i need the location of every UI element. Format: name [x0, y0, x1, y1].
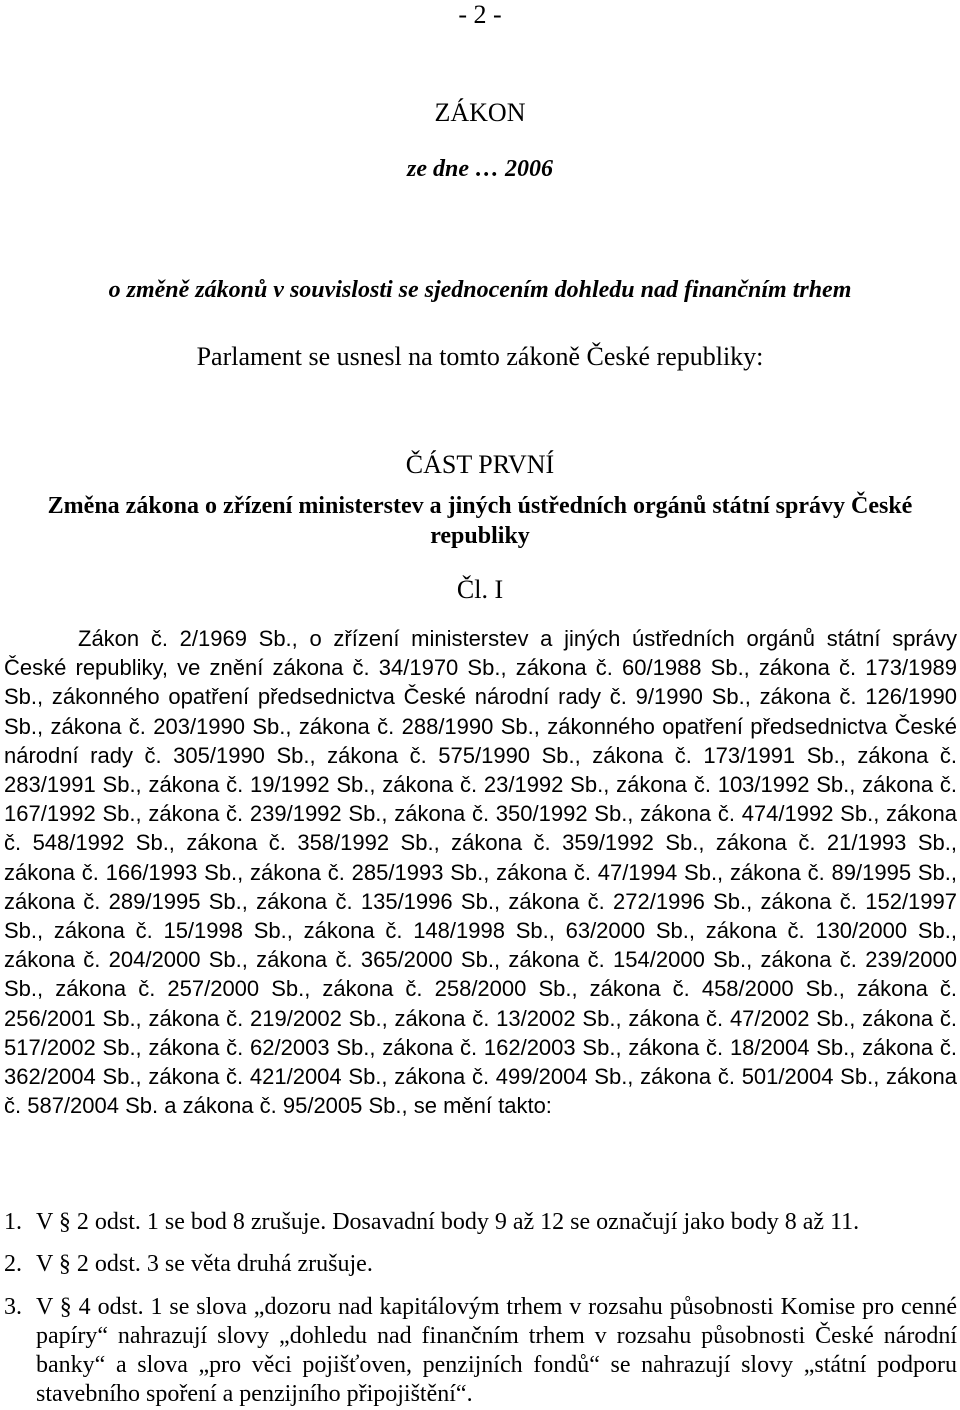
law-subject: o změně zákonů v souvislosti se sjednocením dohledu nad finančním trhem [108, 277, 852, 303]
item-text: V § 2 odst. 1 se bod 8 zrušuje. Dosavadní body 9 až 12 se označují jako body 8 až 11. [36, 1209, 860, 1235]
law-date: ze dne … 2006 [407, 156, 553, 182]
amendment-item-3 [4, 1293, 957, 1409]
item-text: V § 4 odst. 1 se slova „dozoru nad kapitálovým trhem v rozsahu působnosti Komise pro cenné papíry“ nahrazují slovy „dohledu nad finančním trhem v rozsahu působnosti České národní banky“ a slova „pro věci pojišťoven, penzijních fondů“ se nahrazují slovy „státní podporu stavebního spoření a penzijního připojištění“. [36, 1294, 957, 1407]
page-number: - 2 - [458, 0, 502, 29]
part-title-line-2: republiky [430, 523, 530, 549]
item-number: 1. [4, 1209, 22, 1235]
part-title-line-1: Změna zákona o zřízení ministerstev a jiných ústředních orgánů státní správy České [47, 493, 913, 519]
intro-paragraph: Zákon č. 2/1969 Sb., o zřízení ministerstev a jiných ústředních orgánů státní správy České republiky, ve znění zákona č. 34/1970 Sb., zákona č. 60/1988 Sb., zákona č. 173/1989 Sb., zákonného opatření předsednictva České národní rady č. 9/1990 Sb., zákona č. 126/1990 Sb., zákona č. 203/1990 Sb., zákona č. 288/1990 Sb., zákonného opatření předsednictva České národní rady č. 305/1990 Sb., zákona č. 575/1990 Sb., zákona č. 173/1991 Sb., zákona č. 283/1991 Sb., zákona č. 19/1992 Sb., zákona č. 23/1992 Sb., zákona č. 103/1992 Sb., zákona č. 167/1992 Sb., zákona č. 239/1992 Sb., zákona č. 350/1992 Sb., zákona č. 474/1992 Sb., zákona č. 548/1992 Sb., zákona č. 358/1992 Sb., zákona č. 359/1992 Sb., zákona č. 21/1993 Sb., zákona č. 166/1993 Sb., zákona č. 285/1993 Sb., zákona č. 47/1994 Sb., zákona č. 89/1995 Sb., zákona č. 289/1995 Sb., zákona č. 135/1996 Sb., zákona č. 272/1996 Sb., zákona č. 152/1997 Sb., zákona č. 15/1998 Sb., zákona č. 148/1998 Sb., 63/2000 Sb., zákona č. 130/2000 Sb., zákona č. 204/2000 Sb., zákona č. 365/2000 Sb., zákona č. 154/2000 Sb., zákona č. 239/2000 Sb., zákona č. 257/2000 Sb., zákona č. 258/2000 Sb., zákona č. 458/2000 Sb., zákona č. 256/2001 Sb., zákona č. 219/2002 Sb., zákona č. 13/2002 Sb., zákona č. 47/2002 Sb., zákona č. 517/2002 Sb., zákona č. 62/2003 Sb., zákona č. 162/2003 Sb., zákona č. 18/2004 Sb., zákona č. 362/2004 Sb., zákona č. 421/2004 Sb., zákona č. 499/2004 Sb., zákona č. 501/2004 Sb., zákona č. 587/2004 Sb. a zákona č. 95/2005 Sb., se mění takto: [4, 626, 957, 1119]
article-label: Čl. I [456, 575, 504, 604]
law-title: ZÁKON [434, 98, 526, 127]
amendment-item-1 [4, 1208, 957, 1236]
item-text: V § 2 odst. 3 se věta druhá zrušuje. [36, 1251, 373, 1277]
amendment-item-2 [4, 1250, 957, 1278]
item-number: 3. [4, 1294, 22, 1320]
enactment-clause: Parlament se usnesl na tomto zákoně České republiky: [196, 342, 764, 371]
part-label: ČÁST PRVNÍ [405, 450, 555, 479]
item-number: 2. [4, 1251, 22, 1277]
